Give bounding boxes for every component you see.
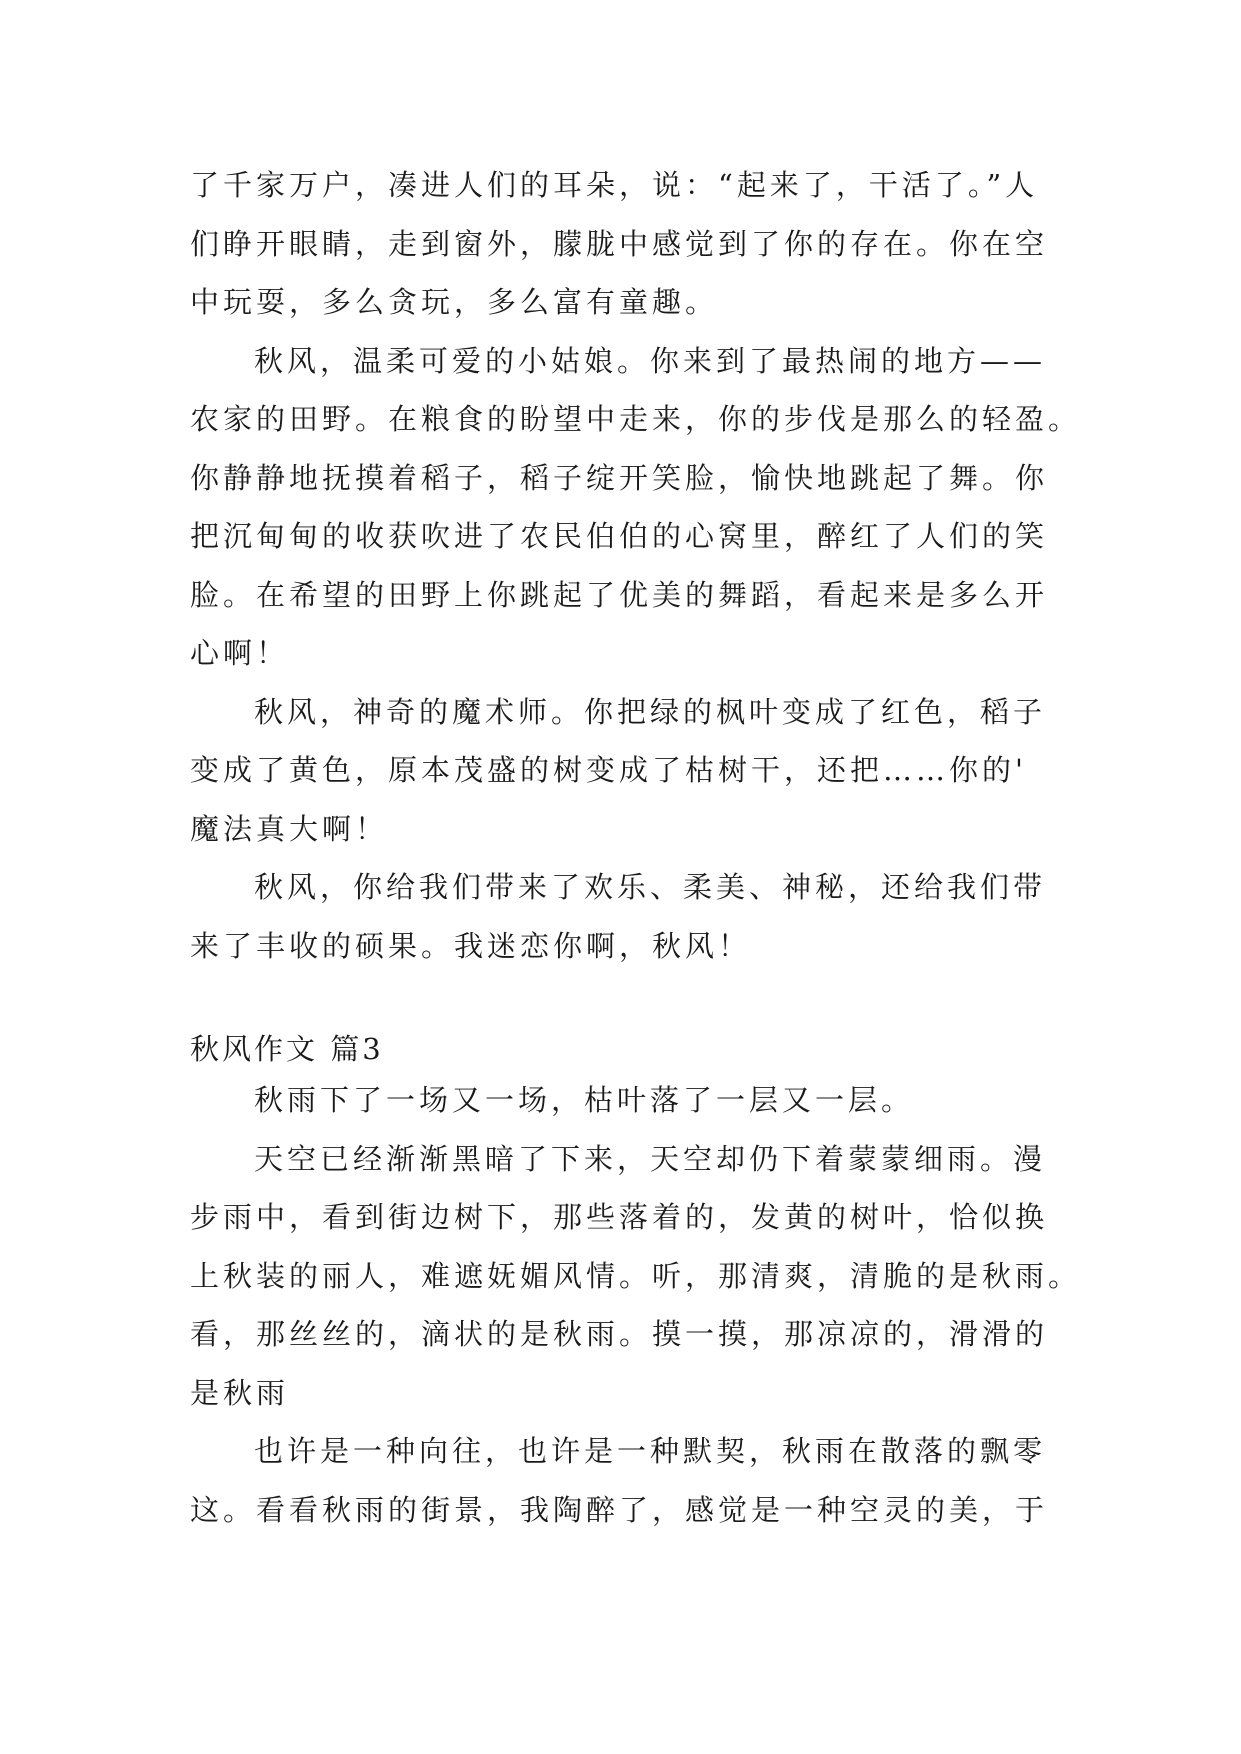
text-line: 农家的田野。在粮食的盼望中走来，你的步伐是那么的轻盈。 bbox=[190, 402, 1082, 436]
text-line: 心啊！ bbox=[190, 636, 290, 670]
paragraph-start-line: 秋风，温柔可爱的小姑娘。你来到了最热闹的地方—— bbox=[254, 343, 1047, 378]
paragraph-start-line: 天空已经渐渐黑暗了下来，天空却仍下着蒙蒙细雨。漫 bbox=[254, 1141, 1047, 1176]
essay-continuation bbox=[190, 156, 1082, 975]
text-line: 们睁开眼睛，走到窗外，朦胧中感觉到了你的存在。你在空 bbox=[190, 226, 1049, 261]
section-heading: 秋风作文 篇3 bbox=[190, 1032, 384, 1066]
text-line: 中玩耍，多么贪玩，多么富有童趣。 bbox=[190, 285, 719, 319]
paragraph-start-line: 秋风，神奇的魔术师。你把绿的枫叶变成了红色，稻子 bbox=[254, 694, 1047, 729]
paragraph-start-line: 秋雨下了一场又一场，枯叶落了一层又一层。 bbox=[254, 1083, 915, 1117]
text-line: 变成了黄色，原本茂盛的树变成了枯树干，还把……你的' bbox=[190, 753, 1027, 787]
text-line: 看，那丝丝的，滴状的是秋雨。摸一摸，那凉凉的，滑滑的 bbox=[190, 1317, 1049, 1351]
essay-section-3 bbox=[190, 1071, 1082, 1539]
text-line: 步雨中，看到街边树下，那些落着的，发黄的树叶，恰似换 bbox=[190, 1200, 1049, 1234]
text-line: 把沉甸甸的收获吹进了农民伯伯的心窝里，醉红了人们的笑 bbox=[190, 519, 1049, 553]
text-line: 上秋装的丽人，难遮妩媚风情。听，那清爽，清脆的是秋雨。 bbox=[190, 1258, 1082, 1293]
text-line: 脸。在希望的田野上你跳起了优美的舞蹈，看起来是多么开 bbox=[190, 577, 1049, 612]
text-line: 魔法真大啊！ bbox=[190, 811, 389, 846]
paragraph-start-line: 也许是一种向往，也许是一种默契，秋雨在散落的飘零 bbox=[254, 1434, 1047, 1468]
text-line: 这。看看秋雨的街景，我陶醉了，感觉是一种空灵的美，于 bbox=[190, 1492, 1049, 1527]
text-line: 了千家万户，凑进人们的耳朵，说：“起来了，干活了。”人 bbox=[190, 168, 1039, 202]
paragraph-start-line: 秋风，你给我们带来了欢乐、柔美、神秘，还给我们带 bbox=[254, 870, 1047, 904]
text-line: 是秋雨 bbox=[190, 1375, 290, 1410]
text-line: 来了丰收的硕果。我迷恋你啊，秋风！ bbox=[190, 928, 752, 963]
text-line: 你静静地抚摸着稻子，稻子绽开笑脸，愉快地跳起了舞。你 bbox=[190, 460, 1049, 495]
